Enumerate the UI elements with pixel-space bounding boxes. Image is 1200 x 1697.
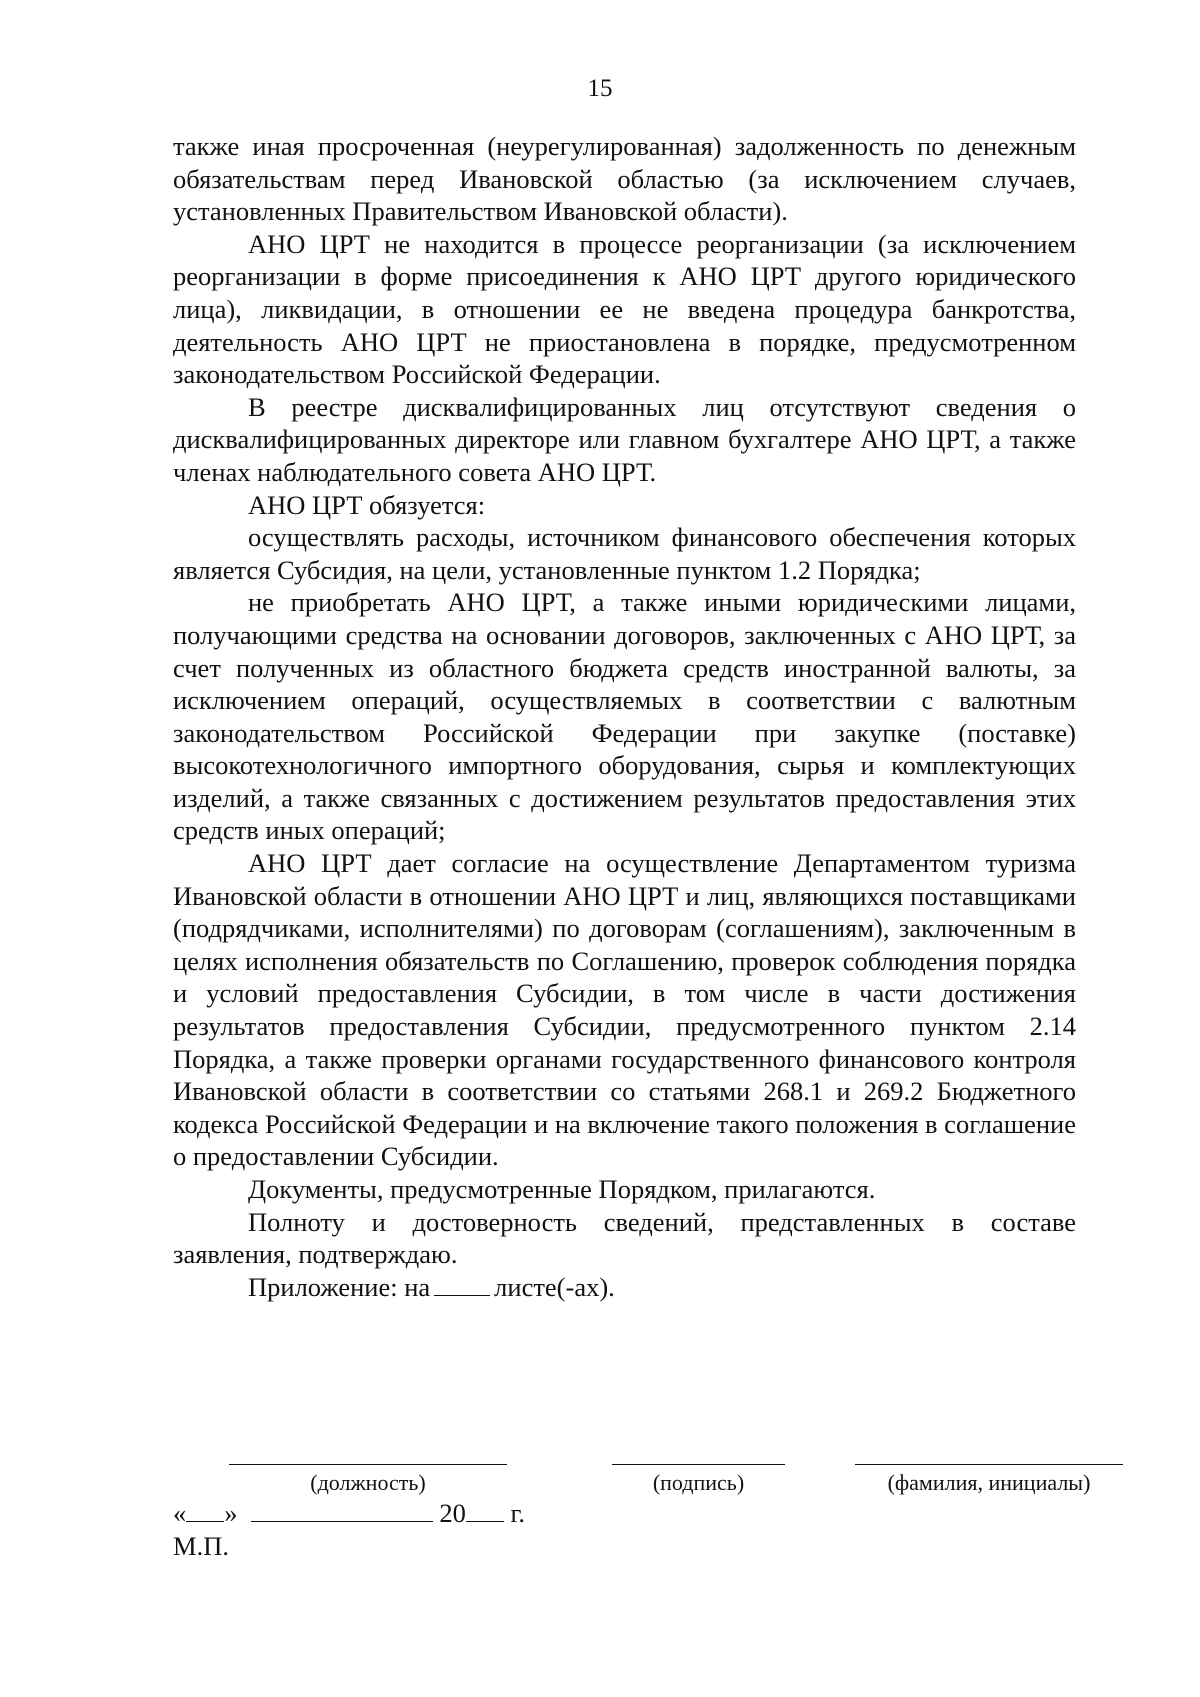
month-blank: [251, 1497, 433, 1522]
date-close-quote: »: [224, 1498, 238, 1528]
position-caption: (должность): [310, 1470, 426, 1495]
paragraph-consent-inspection: АНО ЦРТ дает согласие на осуществление Департаментом туризма Ивановской области в отношении АНО ЦРТ и лиц, являющихся поставщиками (подрядчиками, исполнителями) по договорам (соглашениям), заключенным в целях исполнения обязательств по Соглашению, проверок соблюдения порядка и условий предоставления Субсидии, в том числе в части достижения результатов предоставления Субсидии, предусмотренного пунктом 2.14 Порядка, а также проверки органами государственного финансового контроля Ивановской области в соответствии со статьями 268.1 и 269.2 Бюджетного кодекса Российской Федерации и на включение такого положения в соглашение о предоставлении Субсидии.: [173, 848, 1076, 1172]
page-number: 15: [587, 75, 613, 102]
paragraph-obligations-intro: АНО ЦРТ обязуется:: [248, 489, 486, 520]
date-open-quote: «: [173, 1498, 187, 1528]
paragraph-documents-attached: Документы, предусмотренные Порядком, прилагаются.: [248, 1174, 876, 1204]
document-body: [173, 130, 1076, 1303]
name-line: [855, 1464, 1123, 1465]
attachment-sheets-blank: [434, 1273, 490, 1296]
attachment-suffix: листе(-ах).: [494, 1271, 615, 1302]
stamp-label: М.П.: [173, 1531, 229, 1561]
signature-line: [612, 1464, 785, 1465]
year-blank: [466, 1497, 504, 1522]
paragraph-confirmation: Полноту и достоверность сведений, представленных в составе заявления, подтверждаю.: [173, 1206, 1076, 1270]
paragraph-reorganization: АНО ЦРТ не находится в процессе реорганизации (за исключением реорганизации в форме присоединения к АНО ЦРТ другого юридического лица), ликвидации, в отношении ее не введена процедура банкротства, деятельность АНО ЦРТ не приостановлена в порядке, предусмотренном законодательством Российской Федерации.: [173, 228, 1076, 390]
paragraph-attachment: [173, 1271, 1076, 1304]
year-prefix: 20: [439, 1498, 466, 1528]
date-line: [173, 1497, 525, 1529]
attachment-prefix: Приложение: на: [248, 1271, 431, 1302]
name-caption: (фамилия, инициалы): [887, 1470, 1091, 1495]
paragraph-obligation-expenses: осуществлять расходы, источником финансового обеспечения которых является Субсидия, на цели, установленные пунктом 1.2 Порядка;: [173, 522, 1076, 585]
year-suffix: г.: [510, 1498, 526, 1528]
paragraph-debt-continuation: также иная просроченная (неурегулированная) задолженность по денежным обязательствам перед Ивановской областью (за исключением случаев, установленных Правительством Ивановской области).: [173, 131, 1076, 227]
paragraph-disqualified-registry: В реестре дисквалифицированных лиц отсутствуют сведения о дисквалифицированных директоре или главном бухгалтере АНО ЦРТ, а также членах наблюдательного совета АНО ЦРТ.: [173, 391, 1076, 487]
signature-caption: (подпись): [652, 1470, 745, 1495]
paragraph-obligation-currency: не приобретать АНО ЦРТ, а также иными юридическими лицами, получающими средства на основании договоров, заключенных с АНО ЦРТ, за счет полученных из областного бюджета средств иностранной валюты, за исключением операций, осуществляемых в соответствии с валютным законодательством Российской Федерации при закупке (поставке) высокотехнологичного импортного оборудования, сырья и комплектующих изделий, а также связанных с достижением результатов предоставления этих средств иных операций;: [173, 587, 1076, 846]
day-blank: [186, 1497, 224, 1522]
position-line: [229, 1464, 507, 1465]
